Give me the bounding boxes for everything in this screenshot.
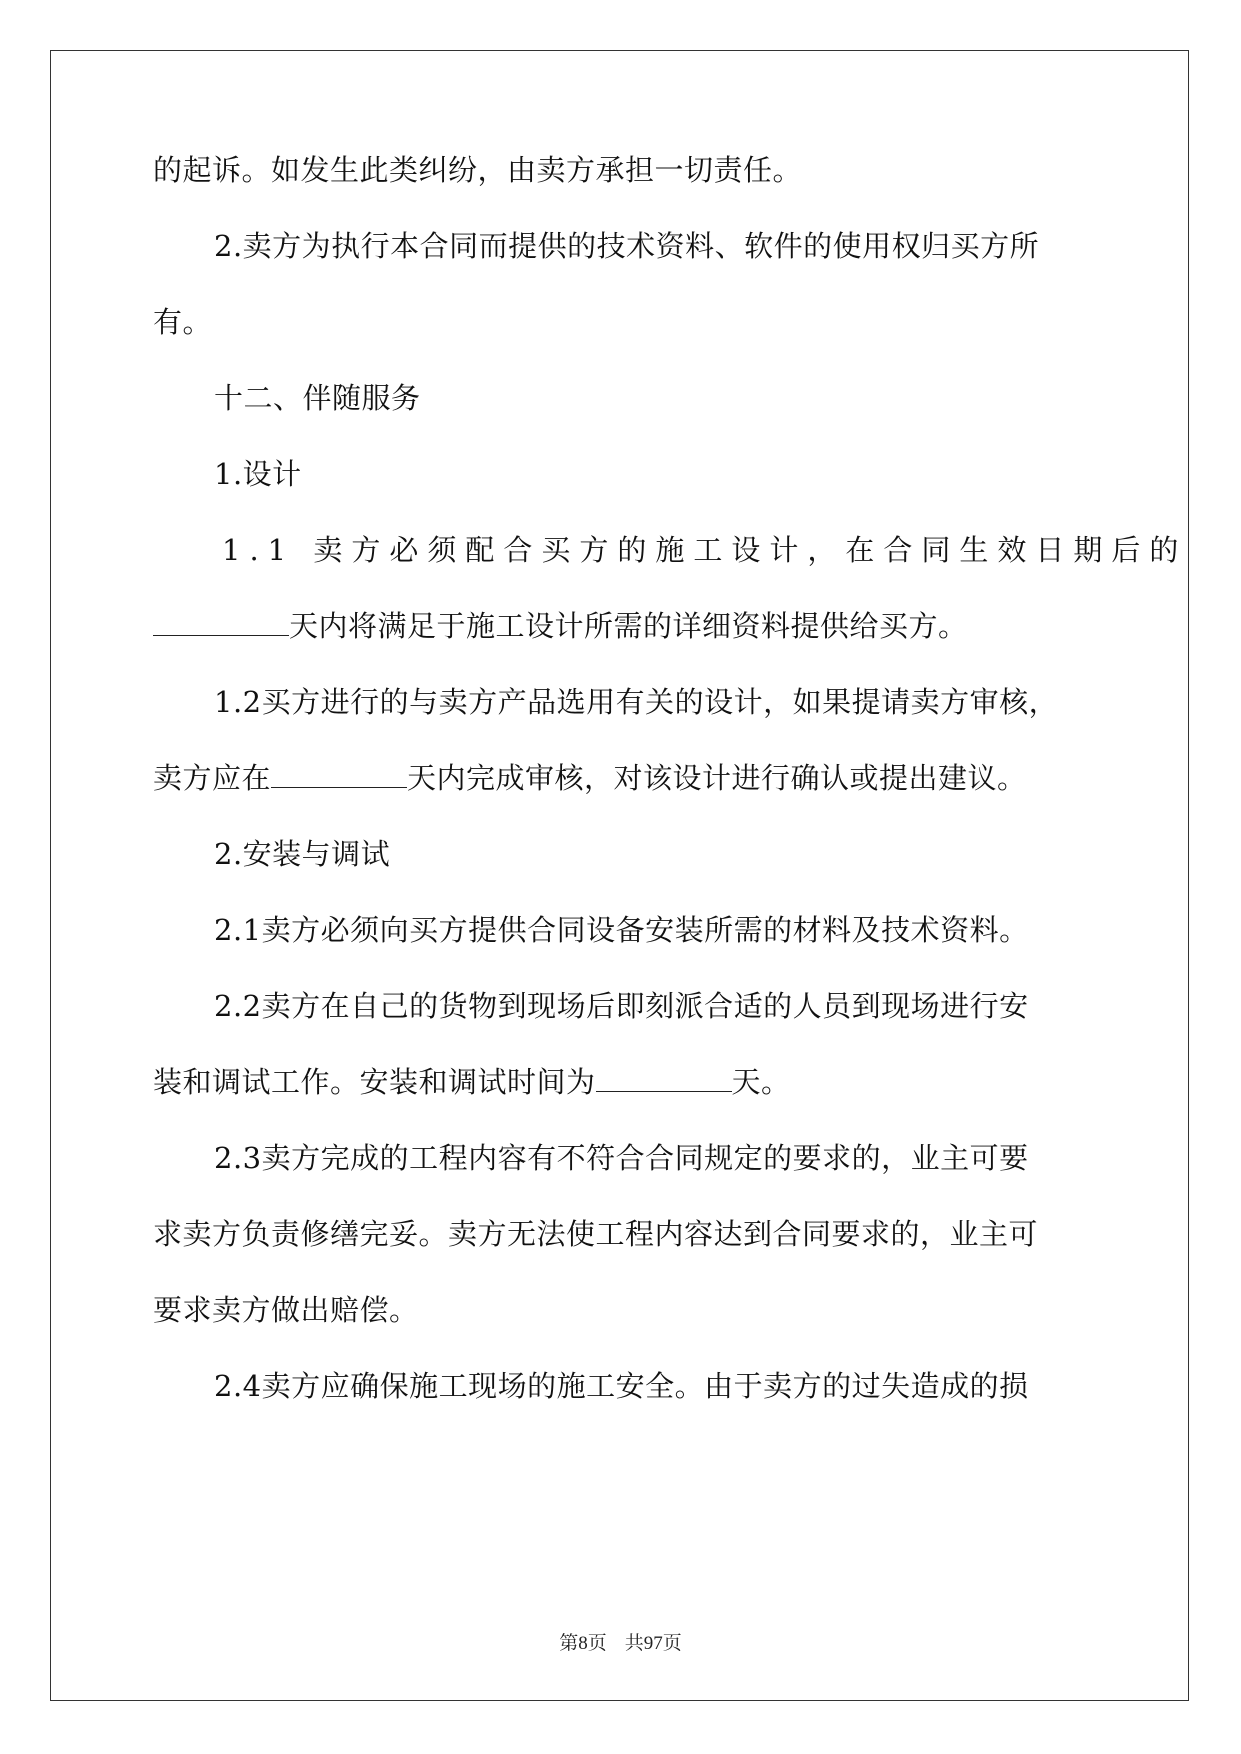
subsection-heading: 1.设计 <box>214 457 302 491</box>
page-footer <box>0 1632 1241 1656</box>
subsection-heading: 2.安装与调试 <box>214 837 391 871</box>
paragraph-text: 天内完成审核，对该设计进行确认或提出建议。 <box>407 761 1027 795</box>
fill-in-blank <box>596 1065 732 1092</box>
paragraph-text: 装和调试工作。安装和调试时间为 <box>153 1065 596 1099</box>
paragraph-line: 2.1卖方必须向买方提供合同设备安装所需的材料及技术资料。 <box>214 913 1029 947</box>
paragraph-line: 2.2卖方在自己的货物到现场后即刻派合适的人员到现场进行安 <box>214 989 1029 1023</box>
page-border <box>50 50 1189 1701</box>
page-total: 共97页 <box>624 1633 682 1654</box>
paragraph-line: 2.4卖方应确保施工现场的施工安全。由于卖方的过失造成的损 <box>214 1369 1029 1403</box>
paragraph-line: 2.卖方为执行本合同而提供的技术资料、软件的使用权归买方所 <box>214 229 1040 263</box>
section-heading: 十二、伴随服务 <box>214 381 421 415</box>
paragraph-line: 2.3卖方完成的工程内容有不符合合同规定的要求的，业主可要 <box>214 1141 1029 1175</box>
paragraph-line <box>153 758 1027 798</box>
paragraph-line: 有。 <box>153 305 213 339</box>
paragraph-text: 天内将满足于施工设计所需的详细资料提供给买方。 <box>289 609 968 643</box>
paragraph-line: 要求卖方做出赔偿。 <box>153 1293 419 1327</box>
paragraph-text: 卖方应在 <box>153 761 272 795</box>
paragraph-line: 1.1 卖方必须配合买方的施工设计，在合同生效日期后的 <box>222 533 1188 567</box>
paragraph-text: 天。 <box>731 1065 791 1099</box>
paragraph-line <box>153 606 968 646</box>
page-number: 第8页 <box>559 1633 607 1654</box>
paragraph-line: 1.2买方进行的与卖方产品选用有关的设计，如果提请卖方审核， <box>214 685 1059 719</box>
paragraph-line: 的起诉。如发生此类纠纷，由卖方承担一切责任。 <box>153 153 803 187</box>
paragraph-line: 求卖方负责修缮完妥。卖方无法使工程内容达到合同要求的，业主可 <box>153 1217 1039 1251</box>
fill-in-blank <box>153 609 289 636</box>
paragraph-line <box>153 1062 791 1102</box>
fill-in-blank <box>271 761 407 788</box>
